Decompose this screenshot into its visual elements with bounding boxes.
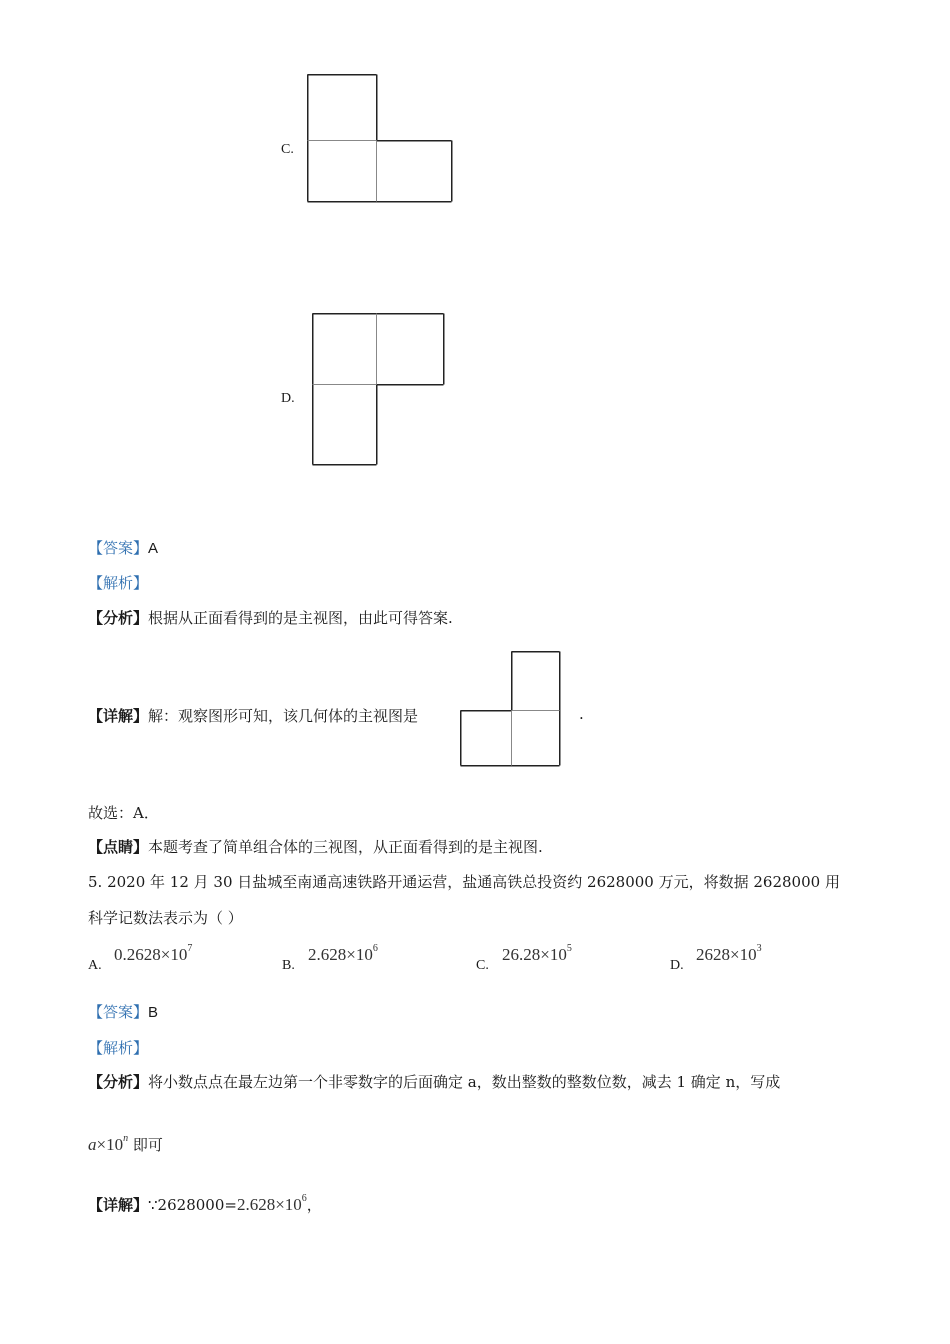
q5-answer-value: B bbox=[148, 1004, 159, 1021]
q5-fenxi-line bbox=[88, 1071, 780, 1092]
q4-front-view-figure bbox=[456, 647, 564, 769]
q4-fenxi-line bbox=[88, 607, 453, 628]
fenxi-text: 根据从正面看得到的是主视图，由此可得答案. bbox=[148, 609, 453, 627]
fenxi-tag: 【分析】 bbox=[88, 609, 149, 627]
option-a-letter: A. bbox=[88, 958, 102, 973]
answer-tag: 【答案】 bbox=[88, 539, 149, 557]
q5-fenxi-tag: 【分析】 bbox=[88, 1073, 149, 1091]
option-c-expr bbox=[502, 943, 572, 965]
dianjing-text: 本题考查了简单组合体的三视图，从正面看得到的是主视图. bbox=[148, 838, 543, 856]
option-d-figure bbox=[305, 307, 450, 469]
option-b-exp: 6 bbox=[372, 943, 378, 954]
q5-formula-line bbox=[88, 1133, 163, 1155]
option-d-label: D. bbox=[281, 391, 295, 406]
q4-dianjing-line bbox=[88, 836, 543, 857]
q4-analysis-tag: 【解析】 bbox=[88, 574, 149, 592]
q5-options bbox=[88, 941, 888, 973]
dianjing-tag: 【点睛】 bbox=[88, 838, 149, 856]
q5-fenxi-text: 将小数点点在最左边第一个非零数字的后面确定 a，数出整数的整数位数，减去 1 确定 n，写成 bbox=[148, 1073, 781, 1091]
option-d-letter: D. bbox=[670, 958, 684, 973]
q5-answer-line bbox=[88, 1001, 158, 1022]
q4-detail-end: . bbox=[579, 705, 584, 723]
formula-a: a bbox=[88, 1135, 97, 1154]
q4-answer-line bbox=[88, 537, 158, 558]
q5-answer-tag: 【答案】 bbox=[88, 1003, 149, 1021]
option-d-exp: 3 bbox=[756, 943, 762, 954]
q5-detail-suffix: ， bbox=[306, 1196, 322, 1214]
q5-detail-prefix: ∵2628000= bbox=[148, 1196, 237, 1214]
q5-detail-exp: 6 bbox=[301, 1193, 307, 1204]
option-b-expr bbox=[308, 943, 378, 965]
option-a-expr bbox=[114, 943, 192, 965]
formula-mid: ×10 bbox=[96, 1135, 124, 1154]
detail-text: 解：观察图形可知，该几何体的主视图是 bbox=[148, 707, 419, 725]
option-c-label: C. bbox=[281, 142, 294, 157]
option-b-base: 2.628×10 bbox=[308, 945, 373, 964]
q5-detail-line bbox=[88, 1193, 322, 1215]
q5-detail-base: 2.628×10 bbox=[236, 1195, 302, 1214]
q4-detail-line bbox=[88, 705, 418, 726]
answer-value: A bbox=[148, 540, 159, 557]
q5-detail-tag: 【详解】 bbox=[88, 1196, 149, 1214]
option-c-figure bbox=[300, 68, 460, 208]
q4-choose: 故选：A． bbox=[88, 804, 159, 822]
formula-tail: 即可 bbox=[128, 1136, 163, 1154]
option-c-base: 26.28×10 bbox=[502, 945, 567, 964]
detail-tag: 【详解】 bbox=[88, 707, 149, 725]
q5-stem-line1: 5. 2020 年 12 月 30 日盐城至南通高速铁路开通运营，盐通高铁总投资约 2628000 万元，将数据 2628000 用 bbox=[88, 873, 840, 891]
formula-exp: n bbox=[123, 1133, 129, 1144]
option-c-exp: 5 bbox=[566, 943, 572, 954]
option-d-expr bbox=[696, 943, 762, 965]
option-a-base: 0.2628×10 bbox=[114, 945, 188, 964]
option-d-base: 2628×10 bbox=[696, 945, 757, 964]
q5-stem-line2: 科学记数法表示为（ ） bbox=[88, 909, 243, 927]
q5-analysis-tag: 【解析】 bbox=[88, 1039, 149, 1057]
option-b-letter: B. bbox=[282, 958, 295, 973]
option-c-letter: C. bbox=[476, 958, 489, 973]
option-a-exp: 7 bbox=[187, 943, 193, 954]
